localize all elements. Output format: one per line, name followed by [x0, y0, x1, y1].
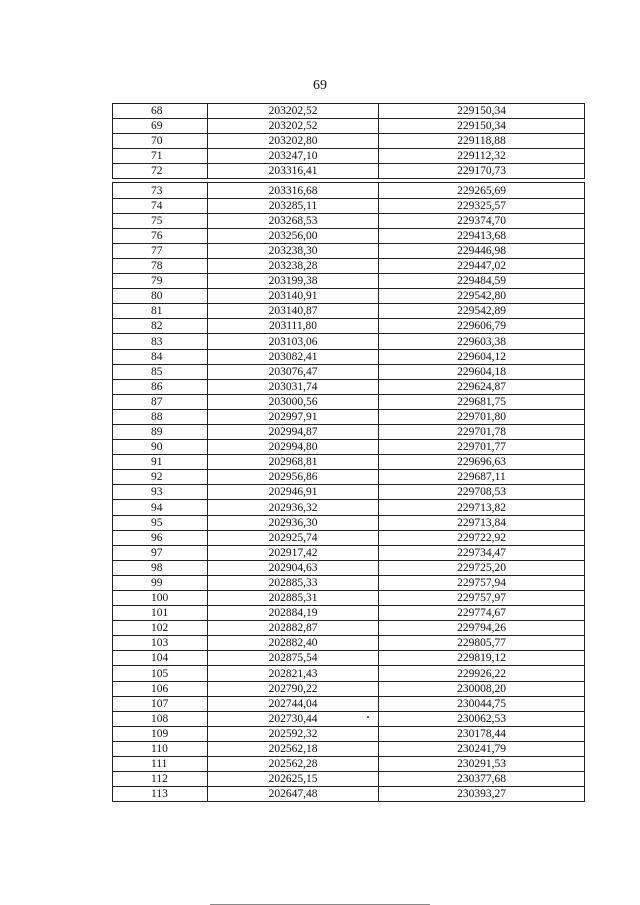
x-coordinate-cell: 203238,28	[208, 258, 379, 273]
x-coordinate-cell: 202562,18	[208, 741, 379, 756]
x-coordinate-cell: 202946,91	[208, 485, 379, 500]
table-row	[113, 319, 585, 334]
point-number-cell: 74	[113, 198, 208, 213]
point-number-cell: 111	[113, 757, 208, 772]
point-number-cell: 78	[113, 258, 208, 273]
point-number-cell: 71	[113, 149, 208, 164]
y-coordinate-cell: 229170,73	[379, 164, 585, 179]
table-row	[113, 681, 585, 696]
table-row	[113, 696, 585, 711]
table-row	[113, 500, 585, 515]
point-number-cell: 101	[113, 606, 208, 621]
point-number-cell: 76	[113, 228, 208, 243]
x-coordinate-cell: 202882,40	[208, 636, 379, 651]
point-number-cell: 87	[113, 394, 208, 409]
table-row	[113, 545, 585, 560]
x-coordinate-cell: 202994,87	[208, 424, 379, 439]
point-number-cell: 90	[113, 440, 208, 455]
table-row	[113, 394, 585, 409]
x-coordinate-cell: 203103,06	[208, 334, 379, 349]
table-row	[113, 470, 585, 485]
y-coordinate-cell: 229708,53	[379, 485, 585, 500]
y-coordinate-cell: 229542,80	[379, 289, 585, 304]
x-coordinate-cell: 202821,43	[208, 666, 379, 681]
y-coordinate-cell: 229446,98	[379, 243, 585, 258]
x-coordinate-cell: 203082,41	[208, 349, 379, 364]
table-row	[113, 183, 585, 198]
y-coordinate-cell: 229374,70	[379, 213, 585, 228]
x-coordinate-cell: 203140,91	[208, 289, 379, 304]
table-row	[113, 149, 585, 164]
table-row	[113, 711, 585, 726]
point-number-cell: 100	[113, 591, 208, 606]
point-number-cell: 108	[113, 711, 208, 726]
y-coordinate-cell: 229774,67	[379, 606, 585, 621]
x-coordinate-cell: 202875,54	[208, 651, 379, 666]
point-number-cell: 77	[113, 243, 208, 258]
y-coordinate-cell: 230008,20	[379, 681, 585, 696]
table-row	[113, 274, 585, 289]
y-coordinate-cell: 229603,38	[379, 334, 585, 349]
point-number-cell: 107	[113, 696, 208, 711]
point-number-cell: 75	[113, 213, 208, 228]
y-coordinate-cell: 230044,75	[379, 696, 585, 711]
table-row	[113, 243, 585, 258]
point-number-cell: 110	[113, 741, 208, 756]
table-row	[113, 119, 585, 134]
x-coordinate-cell: 203268,53	[208, 213, 379, 228]
x-coordinate-cell: 203199,38	[208, 274, 379, 289]
y-coordinate-cell: 229725,20	[379, 560, 585, 575]
x-coordinate-cell: 203202,52	[208, 119, 379, 134]
table-row	[113, 213, 585, 228]
x-coordinate-cell: 203316,41	[208, 164, 379, 179]
point-number-cell: 79	[113, 274, 208, 289]
table-row	[113, 591, 585, 606]
y-coordinate-cell: 229722,92	[379, 530, 585, 545]
x-coordinate-cell: 202790,22	[208, 681, 379, 696]
table-row	[113, 757, 585, 772]
x-coordinate-cell: 202936,32	[208, 500, 379, 515]
table-row	[113, 134, 585, 149]
point-number-cell: 112	[113, 772, 208, 787]
point-number-cell: 88	[113, 409, 208, 424]
y-coordinate-cell: 229701,78	[379, 424, 585, 439]
table-row	[113, 349, 585, 364]
point-number-cell: 93	[113, 485, 208, 500]
page-number: 69	[313, 78, 327, 93]
table-row	[113, 379, 585, 394]
x-coordinate-cell: 202956,86	[208, 470, 379, 485]
point-number-cell: 72	[113, 164, 208, 179]
table-row	[113, 440, 585, 455]
x-coordinate-cell: 202744,04	[208, 696, 379, 711]
x-coordinate-cell: 202997,91	[208, 409, 379, 424]
x-coordinate-cell: 202625,15	[208, 772, 379, 787]
point-number-cell: 80	[113, 289, 208, 304]
y-coordinate-cell: 229624,87	[379, 379, 585, 394]
y-coordinate-cell: 229150,34	[379, 119, 585, 134]
point-number-cell: 68	[113, 104, 208, 119]
x-coordinate-cell: 203202,52	[208, 104, 379, 119]
x-coordinate-cell: 203256,00	[208, 228, 379, 243]
point-number-cell: 99	[113, 575, 208, 590]
y-coordinate-cell: 229713,84	[379, 515, 585, 530]
point-number-cell: 89	[113, 424, 208, 439]
y-coordinate-cell: 229696,63	[379, 455, 585, 470]
y-coordinate-cell: 230178,44	[379, 726, 585, 741]
y-coordinate-cell: 230393,27	[379, 787, 585, 802]
table-row	[113, 515, 585, 530]
y-coordinate-cell: 229604,18	[379, 364, 585, 379]
y-coordinate-cell: 230241,79	[379, 741, 585, 756]
y-coordinate-cell: 229701,80	[379, 409, 585, 424]
point-number-cell: 81	[113, 304, 208, 319]
point-number-cell: 84	[113, 349, 208, 364]
x-coordinate-cell: 203247,10	[208, 149, 379, 164]
y-coordinate-cell: 229542,89	[379, 304, 585, 319]
x-coordinate-cell: 202994,80	[208, 440, 379, 455]
table-row	[113, 424, 585, 439]
x-coordinate-cell: 203140,87	[208, 304, 379, 319]
table-row	[113, 104, 585, 119]
table-row	[113, 455, 585, 470]
y-coordinate-cell: 229606,79	[379, 319, 585, 334]
y-coordinate-cell: 229150,34	[379, 104, 585, 119]
point-number-cell: 96	[113, 530, 208, 545]
point-number-cell: 105	[113, 666, 208, 681]
coordinates-table-body	[113, 104, 585, 802]
table-row	[113, 666, 585, 681]
x-coordinate-cell: 202592,32	[208, 726, 379, 741]
y-coordinate-cell: 229805,77	[379, 636, 585, 651]
point-number-cell: 92	[113, 470, 208, 485]
point-number-cell: 109	[113, 726, 208, 741]
table-row	[113, 606, 585, 621]
x-coordinate-cell: 203316,68	[208, 183, 379, 198]
x-coordinate-cell: 202917,42	[208, 545, 379, 560]
y-coordinate-cell: 229447,02	[379, 258, 585, 273]
point-number-cell: 98	[113, 560, 208, 575]
y-coordinate-cell: 229794,26	[379, 621, 585, 636]
y-coordinate-cell: 229681,75	[379, 394, 585, 409]
point-number-cell: 86	[113, 379, 208, 394]
point-number-cell: 97	[113, 545, 208, 560]
x-coordinate-cell: 203111,80	[208, 319, 379, 334]
y-coordinate-cell: 229701,77	[379, 440, 585, 455]
table-row	[113, 485, 585, 500]
y-coordinate-cell: 229604,12	[379, 349, 585, 364]
x-coordinate-cell: 202885,31	[208, 591, 379, 606]
table-row	[113, 409, 585, 424]
table-row	[113, 289, 585, 304]
table-row	[113, 651, 585, 666]
y-coordinate-cell: 229413,68	[379, 228, 585, 243]
x-coordinate-cell: 202968,81	[208, 455, 379, 470]
table-row	[113, 164, 585, 179]
point-number-cell: 69	[113, 119, 208, 134]
x-coordinate-cell: 202882,87	[208, 621, 379, 636]
x-coordinate-cell: 202885,33	[208, 575, 379, 590]
y-coordinate-cell: 229734,47	[379, 545, 585, 560]
x-coordinate-cell: 202884,19	[208, 606, 379, 621]
table-row	[113, 621, 585, 636]
point-number-cell: 91	[113, 455, 208, 470]
table-row	[113, 530, 585, 545]
x-coordinate-cell: 202730,44	[208, 711, 379, 726]
point-number-cell: 94	[113, 500, 208, 515]
x-coordinate-cell: 202925,74	[208, 530, 379, 545]
y-coordinate-cell: 229926,22	[379, 666, 585, 681]
table-row	[113, 726, 585, 741]
y-coordinate-cell: 229819,12	[379, 651, 585, 666]
point-number-cell: 70	[113, 134, 208, 149]
x-coordinate-cell: 203031,74	[208, 379, 379, 394]
table-row	[113, 772, 585, 787]
table-row	[113, 334, 585, 349]
x-coordinate-cell: 202936,30	[208, 515, 379, 530]
table-row	[113, 560, 585, 575]
table-row	[113, 258, 585, 273]
y-coordinate-cell: 229757,97	[379, 591, 585, 606]
y-coordinate-cell: 229757,94	[379, 575, 585, 590]
y-coordinate-cell: 229484,59	[379, 274, 585, 289]
x-coordinate-cell: 203238,30	[208, 243, 379, 258]
point-number-cell: 82	[113, 319, 208, 334]
x-coordinate-cell: 203076,47	[208, 364, 379, 379]
coordinates-table	[112, 103, 585, 802]
y-coordinate-cell: 229118,88	[379, 134, 585, 149]
point-number-cell: 85	[113, 364, 208, 379]
x-coordinate-cell: 202647,48	[208, 787, 379, 802]
table-row	[113, 575, 585, 590]
point-number-cell: 106	[113, 681, 208, 696]
table-row	[113, 787, 585, 802]
table-row	[113, 636, 585, 651]
x-coordinate-cell: 202904,63	[208, 560, 379, 575]
y-coordinate-cell: 230062,53	[379, 711, 585, 726]
x-coordinate-cell: 203000,56	[208, 394, 379, 409]
y-coordinate-cell: 229687,11	[379, 470, 585, 485]
x-coordinate-cell: 202562,28	[208, 757, 379, 772]
table-row	[113, 228, 585, 243]
y-coordinate-cell: 230291,53	[379, 757, 585, 772]
table-row	[113, 198, 585, 213]
y-coordinate-cell: 229713,82	[379, 500, 585, 515]
x-coordinate-cell: 203285,11	[208, 198, 379, 213]
table-row	[113, 364, 585, 379]
point-number-cell: 73	[113, 183, 208, 198]
y-coordinate-cell: 229265,69	[379, 183, 585, 198]
point-number-cell: 102	[113, 621, 208, 636]
y-coordinate-cell: 229112,32	[379, 149, 585, 164]
table-row	[113, 741, 585, 756]
y-coordinate-cell: 229325,57	[379, 198, 585, 213]
coordinates-table-container	[112, 103, 584, 802]
y-coordinate-cell: 230377,68	[379, 772, 585, 787]
point-number-cell: 104	[113, 651, 208, 666]
scan-speck	[367, 716, 369, 718]
table-row	[113, 304, 585, 319]
point-number-cell: 113	[113, 787, 208, 802]
point-number-cell: 103	[113, 636, 208, 651]
point-number-cell: 83	[113, 334, 208, 349]
point-number-cell: 95	[113, 515, 208, 530]
x-coordinate-cell: 203202,80	[208, 134, 379, 149]
